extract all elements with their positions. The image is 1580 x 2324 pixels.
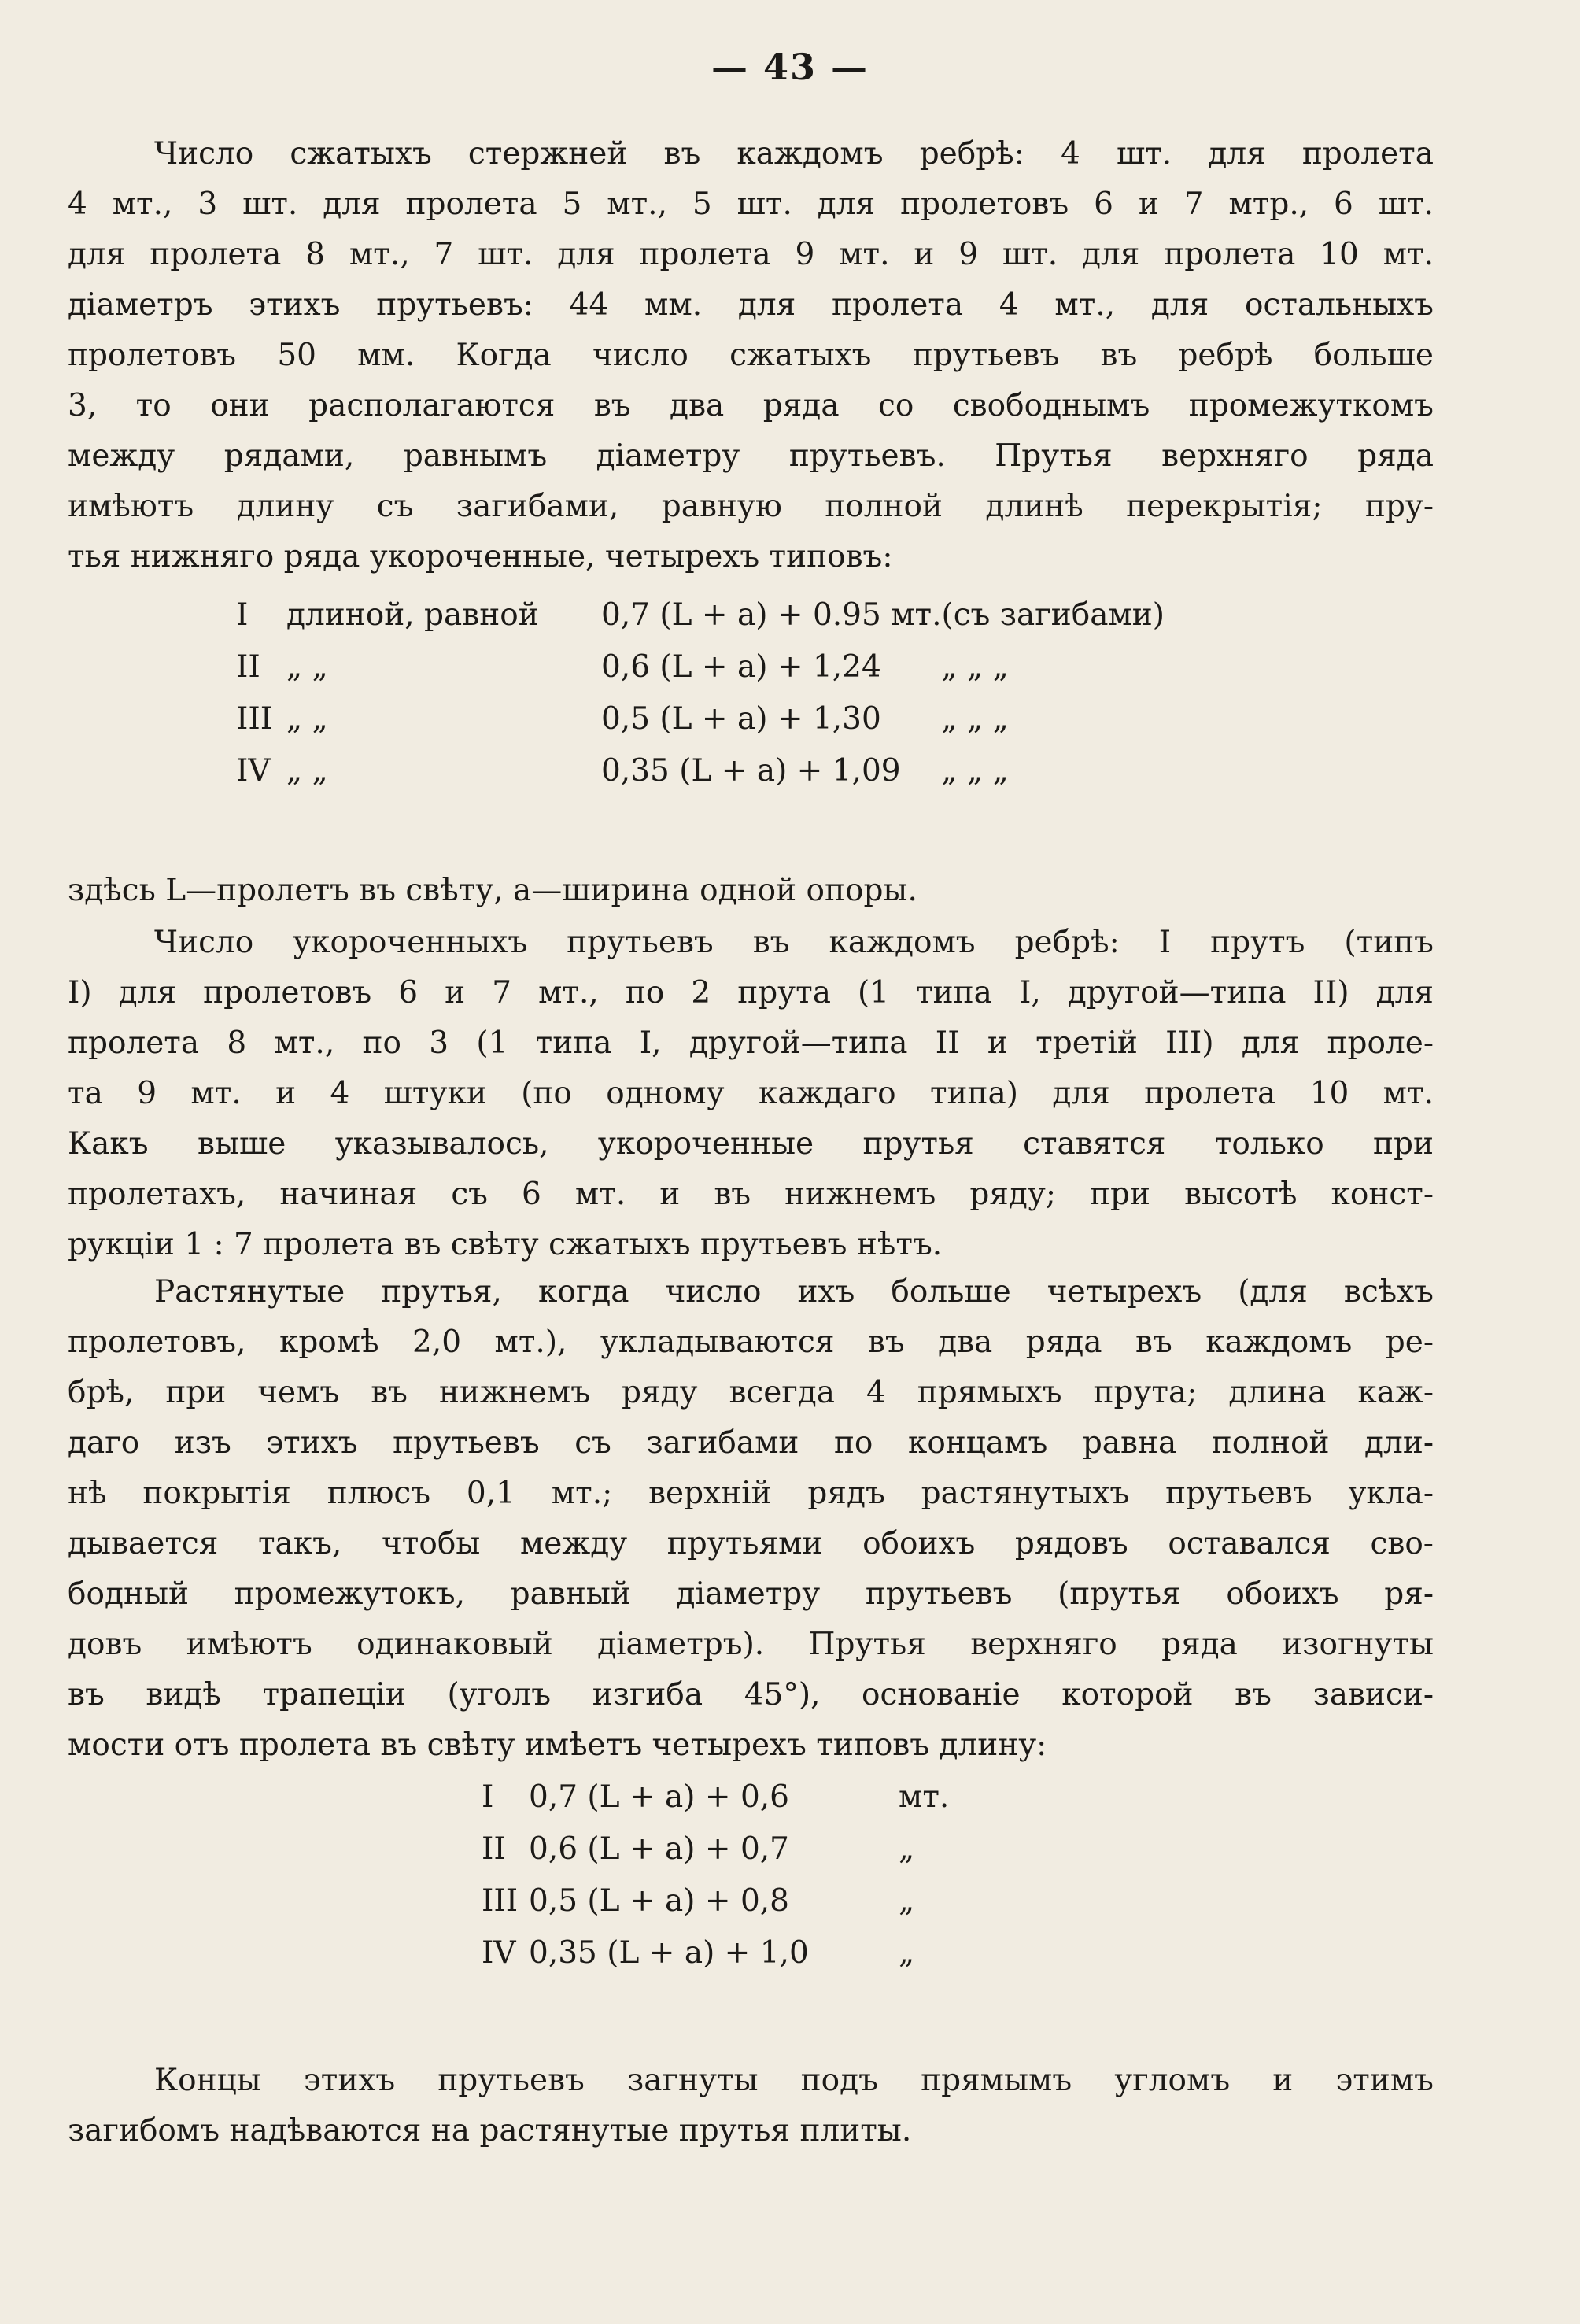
formula-expression: 0,7 (L + a) + 0.95 мт.	[601, 597, 942, 633]
text-line: имѣютъ длину съ загибами, равную полной длинѣ перекрытія; пру-	[68, 489, 1434, 524]
text-line: пролетовъ, кромѣ 2,0 мт.), укладываются въ два ряда въ каждомъ ре-	[68, 1325, 1434, 1360]
formula-text: длиной, равной	[286, 597, 539, 633]
ditto-mark: „	[899, 1882, 915, 1919]
ditto-marks: „ „	[286, 648, 328, 685]
text-line: Какъ выше указывалось, укороченные прутья ставятся только при	[68, 1126, 1434, 1162]
type-number: II	[482, 1831, 506, 1867]
text-line: въ видѣ трапеціи (уголъ изгиба 45°), основаніе которой въ зависи-	[68, 1677, 1434, 1713]
formula-row	[482, 1875, 949, 1927]
text-line: пролетовъ 50 мм. Когда число сжатыхъ прутьевъ въ ребрѣ больше	[68, 338, 1434, 373]
formula-expression: 0,35 (L + a) + 1,0	[529, 1934, 809, 1971]
type-number: IV	[236, 752, 271, 789]
text-line: даго изъ этихъ прутьевъ съ загибами по концамъ равна полной дли-	[68, 1425, 1434, 1461]
text-line: пролетахъ, начиная съ 6 мт. и въ нижнемъ ряду; при высотѣ конст-	[68, 1177, 1434, 1212]
formula-row	[236, 589, 1165, 641]
text-line: бодный промежутокъ, равный діаметру прутьевъ (прутья обоихъ ря-	[68, 1576, 1434, 1612]
formula-row	[482, 1927, 949, 1979]
text-line: Концы этихъ прутьевъ загнуты подъ прямымъ угломъ и этимъ	[154, 2063, 1434, 2098]
paragraph-compressed-rods	[68, 129, 1434, 582]
type-number: IV	[482, 1934, 516, 1971]
text-line: загибомъ надѣваются на растянутые прутья плиты.	[68, 2113, 912, 2148]
formula-row	[236, 744, 1165, 796]
text-line: нѣ покрытія плюсъ 0,1 мт.; верхній рядъ растянутыхъ прутьевъ укла-	[68, 1476, 1434, 1511]
text-line: довъ имѣютъ одинаковый діаметръ). Прутья верхняго ряда изогнуты	[68, 1627, 1434, 1662]
formula-row	[482, 1771, 949, 1823]
formula-row	[236, 693, 1165, 744]
paragraph-tensioned-rods	[68, 1267, 1434, 1771]
ditto-marks: „ „ „	[941, 648, 1009, 685]
text-line: мости отъ пролета въ свѣту имѣетъ четырехъ типовъ длину:	[68, 1727, 1047, 1763]
formula-expression: 0,6 (L + a) + 0,7	[529, 1831, 789, 1867]
text-line: брѣ, при чемъ въ нижнемъ ряду всегда 4 прямыхъ прута; длина каж-	[68, 1375, 1434, 1410]
type-number: III	[482, 1882, 519, 1919]
formula-expression: 0,6 (L + a) + 1,24	[601, 648, 881, 685]
text-line: Растянутые прутья, когда число ихъ больше четырехъ (для всѣхъ	[154, 1274, 1434, 1310]
definition-line	[68, 866, 1434, 916]
formula-expression: 0,35 (L + a) + 1,09	[601, 752, 901, 789]
text-line: для пролета 8 мт., 7 шт. для пролета 9 мт. и 9 шт. для пролета 10 мт.	[68, 237, 1434, 272]
formula-expression: 0,5 (L + a) + 1,30	[601, 700, 881, 737]
formula-list-short-rods	[236, 589, 1165, 796]
text-line: 4 мт., 3 шт. для пролета 5 мт., 5 шт. для пролетовъ 6 и 7 мтр., 6 шт.	[68, 187, 1434, 222]
type-number: III	[236, 700, 273, 737]
text-line: Число сжатыхъ стержней въ каждомъ ребрѣ: 4 шт. для пролета	[154, 136, 1434, 172]
type-number: I	[236, 597, 249, 633]
paragraph-short-rod-count	[68, 918, 1434, 1270]
text-line: 3, то они располагаются въ два ряда со свободнымъ промежуткомъ	[68, 388, 1434, 423]
text-line: діаметръ этихъ прутьевъ: 44 мм. для пролета 4 мт., для остальныхъ	[68, 287, 1434, 323]
ditto-mark: „	[899, 1831, 915, 1867]
text-line: пролета 8 мт., по 3 (1 типа I, другой—типа II и третій III) для проле-	[68, 1025, 1434, 1061]
text-line: дывается такъ, чтобы между прутьями обоихъ рядовъ оставался сво-	[68, 1526, 1434, 1561]
ditto-marks: „ „ „	[941, 700, 1009, 737]
text-line: между рядами, равнымъ діаметру прутьевъ. Прутья верхняго ряда	[68, 438, 1434, 474]
text-line: та 9 мт. и 4 штуки (по одному каждаго типа) для пролета 10 мт.	[68, 1076, 1434, 1111]
text-line: рукціи 1 : 7 пролета въ свѣту сжатыхъ прутьевъ нѣтъ.	[68, 1227, 943, 1262]
page-number: — 43 —	[711, 46, 869, 88]
type-number: I	[482, 1779, 494, 1815]
ditto-mark: „	[899, 1934, 915, 1971]
formula-row	[236, 641, 1165, 693]
text-line: тья нижняго ряда укороченные, четырехъ типовъ:	[68, 539, 893, 575]
ditto-marks: „ „ „	[941, 752, 1009, 789]
text-line: здѣсь L—пролетъ въ свѣту, a—ширина одной опоры.	[68, 873, 917, 908]
formula-row	[482, 1823, 949, 1875]
formula-expression: 0,5 (L + a) + 0,8	[529, 1882, 789, 1919]
paragraph-rod-ends	[68, 2056, 1434, 2156]
ditto-marks: „ „	[286, 752, 328, 789]
formula-unit: мт.	[899, 1779, 950, 1815]
formula-note: (съ загибами)	[941, 597, 1165, 633]
ditto-marks: „ „	[286, 700, 328, 737]
formula-list-trapezoid-base	[482, 1771, 949, 1979]
type-number: II	[236, 648, 260, 685]
text-line: I) для пролетовъ 6 и 7 мт., по 2 прута (1 типа I, другой—типа II) для	[68, 975, 1434, 1011]
text-line: Число укороченныхъ прутьевъ въ каждомъ ребрѣ: I прутъ (типъ	[154, 925, 1434, 960]
formula-expression: 0,7 (L + a) + 0,6	[529, 1779, 789, 1815]
